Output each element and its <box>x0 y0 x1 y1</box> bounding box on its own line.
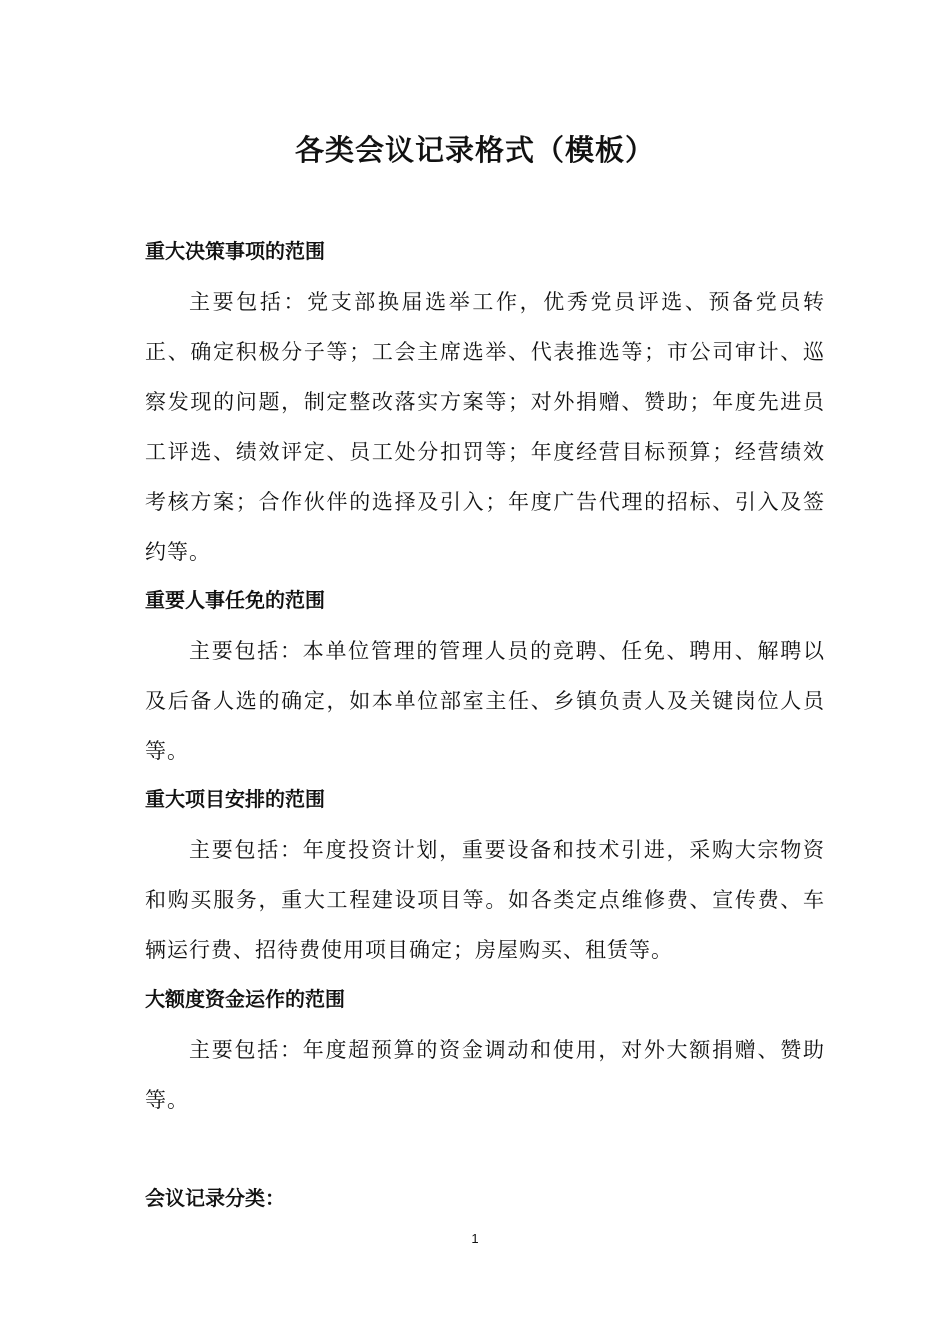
section-body-personnel-appointments: 主要包括：本单位管理的管理人员的竞聘、任免、聘用、解聘以及后备人选的确定，如本单位部室主任、乡镇负责人及关键岗位人员等。 <box>145 639 825 763</box>
page-number: 1 <box>471 1231 479 1246</box>
document-title: 各类会议记录格式（模板） <box>294 133 655 167</box>
section-heading-major-decisions: 重大决策事项的范围 <box>145 239 325 263</box>
section-heading-meeting-record-types: 会议记录分类： <box>145 1186 285 1210</box>
section-body-major-projects: 主要包括：年度投资计划，重要设备和技术引进，采购大宗物资和购买服务，重大工程建设项目等。如各类定点维修费、宣传费、车辆运行费、招待费使用项目确定；房屋购买、租赁等。 <box>145 838 825 962</box>
section-heading-personnel-appointments: 重要人事任免的范围 <box>145 588 325 612</box>
section-body-major-decisions: 主要包括：党支部换届选举工作，优秀党员评选、预备党员转正、确定积极分子等；工会主席选举、代表推选等；市公司审计、巡察发现的问题，制定整改落实方案等；对外捐赠、赞助；年度先进员工评选、绩效评定、员工处分扣罚等；年度经营目标预算；经营绩效考核方案；合作伙伴的选择及引入；年度广告代理的招标、引入及签约等。 <box>145 290 825 564</box>
section-body-large-funds: 主要包括：年度超预算的资金调动和使用，对外大额捐赠、赞助等。 <box>145 1038 825 1112</box>
section-heading-large-funds: 大额度资金运作的范围 <box>145 987 345 1011</box>
section-heading-major-projects: 重大项目安排的范围 <box>145 787 325 811</box>
